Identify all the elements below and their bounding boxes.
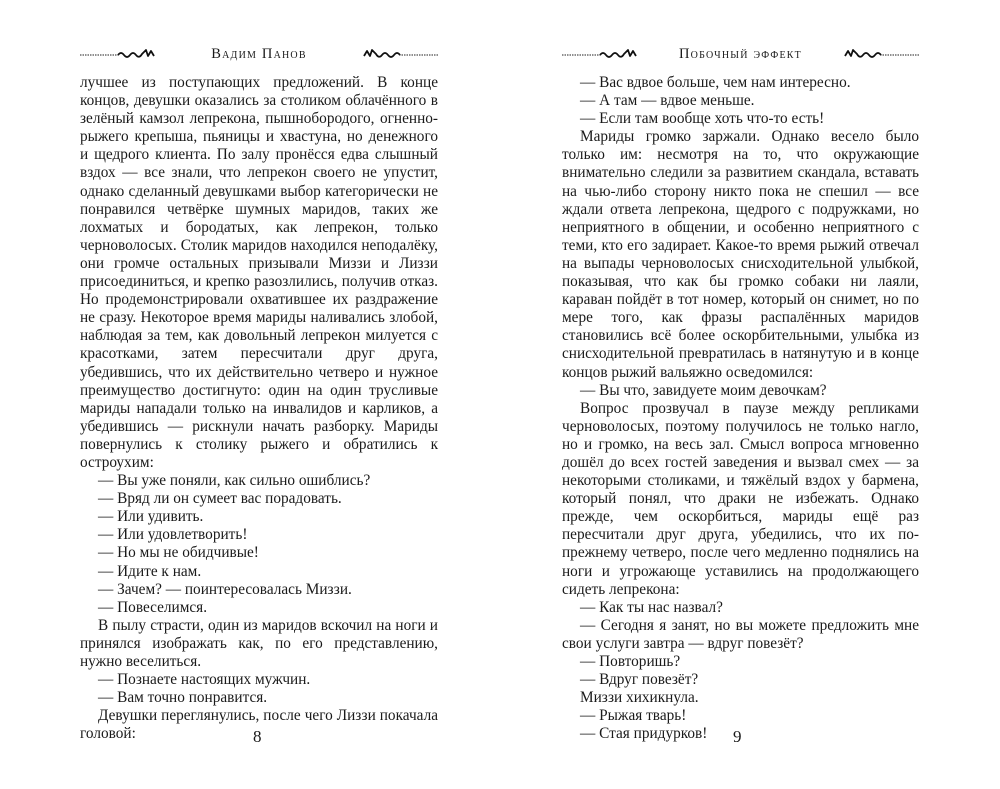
dialogue-line: — Вы что, завидуете моим девочкам? <box>580 381 827 399</box>
body-text-left <box>80 74 438 743</box>
dialogue-line: — Вдруг повезёт? <box>580 671 699 689</box>
dialogue-line: — Повторишь? <box>580 653 681 670</box>
dialogue-line: — Вам точно понравится. <box>98 689 268 707</box>
dialogue-line: — А там — вдвое меньше. <box>580 92 755 110</box>
dialogue-line: — Идите к нам. <box>98 562 202 580</box>
paragraph: Миззи хихикнула. <box>580 689 699 707</box>
wavy-rule-ornament-mirrored-icon <box>362 48 438 60</box>
author-name: Вадим Панов <box>211 45 307 62</box>
paragraph: Вопрос прозвучал в паузе между репликами черноволосых, поэтому получилось не только нагло, но и громко, на весь зал. Смысл вопроса мгновенно дошёл до всех гостей заведения и вызвал смех — за некоторыми столиками, и тяжёлый вздох у бармена, который понял, что драки не избежать. Однако прежде, чем оскорбиться, мариды ещё раз пересчитали друг друга, убедились, что их по-прежнему четверо, после чего медленно поднялись на ноги и угрожающе уставились на продолжающего сидеть лепрекона: <box>562 399 919 598</box>
dialogue-line: — Как ты нас назвал? <box>580 598 723 616</box>
dialogue-line: — Вряд ли он сумеет вас порадовать. <box>98 490 342 508</box>
dialogue-line: — Вы уже поняли, как сильно ошиблись? <box>98 472 371 490</box>
wavy-rule-ornament-icon <box>562 48 638 60</box>
dialogue-line: — Но мы не обидчивые! <box>98 544 259 562</box>
wavy-rule-ornament-icon <box>80 48 156 60</box>
paragraph: лучшее из поступающих предложений. В конце концов, девушки оказались за столиком облачённого в зелёный камзол лепрекона, пышнобородого, огненно-рыжего крепыша, пьяницы и хвастуна, но денежного и щедрого клиента. По залу пронёсся едва слышный вздох — все знали, что лепрекон своего не упустит, однако сделанный девушками выбор категорически не понравился четвёрке шумных маридов, таких же лохматых и бородатых, как лепрекон, только черноволосых. Столик маридов находился неподалёку, они громче остальных призывали Миззи и Лиззи присоединиться, и крепко разозлились, получив отказ. Но продемонстрировали охватившее их раздражение не сразу. Некоторое время мариды наливались злобой, наблюдая за тем, как довольный лепрекон милуется с красотками, затем пересчитали друг друга, убедившись, что их действительно четверо и нужное преимущество достигнуто: один на один трусливые мариды нападали только на инвалидов и карликов, а убедившись — рискнули начать разборку. Мариды повернулись к столику рыжего и обратились к остроухим: <box>80 74 438 471</box>
dialogue-line: — Сегодня я занят, но вы можете предложить мне свои услуги завтра — вдруг повезёт? <box>562 616 919 652</box>
dialogue-line: — Зачем? — поинтересовалась Миззи. <box>98 580 352 598</box>
book-title: Побочный эффект <box>679 45 802 62</box>
wavy-rule-ornament-mirrored-icon <box>843 48 919 60</box>
dialogue-line: — Рыжая тварь! <box>580 707 687 725</box>
paragraph: В пылу страсти, один из маридов вскочил на ноги и принялся изображать как, по его представлению, нужно веселиться. <box>80 616 438 670</box>
dialogue-line: — Познаете настоящих мужчин. <box>98 671 311 689</box>
body-text-right <box>562 74 919 743</box>
dialogue-line: — Если там вообще хоть что-то есть! <box>580 110 825 128</box>
right-page <box>500 0 1000 789</box>
dialogue-line: — Или удивить. <box>98 508 204 526</box>
dialogue-line: — Или удовлетворить! <box>98 526 248 544</box>
dialogue-line: — Стая придурков! <box>580 725 708 743</box>
dialogue-line: — Повеселимся. <box>98 598 208 616</box>
paragraph: Мариды громко заржали. Однако весело было только им: несмотря на то, что окружающие внимательно следили за развитием скандала, вставать на чью-либо сторону никто пока не спешил — все ждали ответа лепрекона, щедрого с подружками, но неприятного в общении, и особенно неприятного с теми, кто его задирает. Какое-то время рыжий отвечал на выпады черноволосых снисходительной улыбкой, показывая, что как бы громко собаки ни лаяли, караван пойдёт в тот номер, который он снимет, но по мере того, как фразы распалённых маридов становились всё более оскорбительными, улыбка из снисходительной превратилась в натянутую и в конце концов рыжий вальяжно осведомился: <box>562 128 919 381</box>
dialogue-line: — Вас вдвое больше, чем нам интересно. <box>580 74 851 91</box>
running-head-left <box>80 44 438 64</box>
page-number-left: 8 <box>253 727 262 746</box>
running-head-right <box>562 44 919 64</box>
paragraph: Девушки переглянулись, после чего Лиззи покачала головой: <box>80 707 438 743</box>
page-number-right: 9 <box>733 727 742 746</box>
